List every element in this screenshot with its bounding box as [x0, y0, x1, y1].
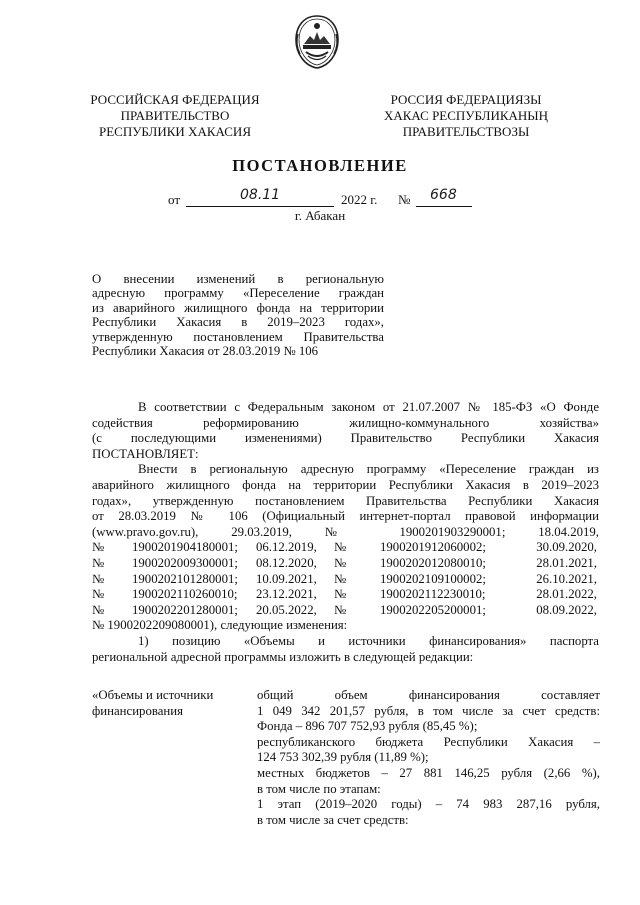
- publication-number: 1900202009300001;: [132, 555, 238, 570]
- publication-number: 1900202012080010;: [380, 555, 486, 570]
- subject-block: [92, 272, 384, 358]
- decree-end-line: № 1900202209080001), следующие изменения:: [92, 618, 348, 633]
- passport-text-line: 1 049 342 201,57 рубля, в том числе за счет средств:: [257, 703, 600, 718]
- city-name: г. Абакан: [294, 208, 346, 223]
- publication-date: 28.01.2022,: [536, 587, 597, 602]
- passport-text-line: Фонда – 896 707 752,93 рубля (85,45 %);: [257, 719, 478, 734]
- passport-text-line: республиканского бюджета Республики Хакасия –: [257, 734, 600, 749]
- publication-date: 23.12.2021,: [256, 587, 317, 602]
- header-right-line: ХАКАС РЕСПУБЛИКАНЫҢ: [383, 108, 549, 123]
- subject-line: Республики Хакасия от 28.03.2019 № 106: [92, 344, 319, 359]
- number-sign: №: [92, 571, 105, 586]
- publication-date: 10.09.2021,: [256, 571, 317, 586]
- header-right-line: ПРАВИТЕЛЬСТВОЗЫ: [402, 124, 530, 139]
- number-sign: №: [92, 587, 105, 602]
- number-underline: [416, 206, 472, 207]
- publication-date: 26.10.2021,: [536, 571, 597, 586]
- preamble-line: В соответствии с Федеральным законом от 21.07.2007 № 185-ФЗ «О Фонде: [138, 400, 599, 414]
- number-sign: №: [92, 540, 105, 555]
- subject-line: адресную программу «Переселение граждан: [92, 286, 384, 301]
- header-left-block: [70, 92, 280, 140]
- handwritten-date: 08.11: [240, 187, 281, 203]
- item-line: региональной адресной программы изложить в следующей редакции:: [92, 649, 474, 664]
- publication-date: 06.12.2019,: [256, 540, 317, 555]
- number-sign: №: [92, 602, 105, 617]
- publication-row: [92, 587, 599, 603]
- date-underline: [186, 206, 334, 207]
- preamble-line: (с последующими изменениями) Правительство Республики Хакасия: [92, 431, 599, 446]
- preamble-line: содействия реформированию жилищно-коммунального хозяйства»: [92, 415, 599, 430]
- publication-row: [92, 540, 599, 556]
- decree-line: (www.pravo.gov.ru), 29.03.2019, № 1900201903290001; 18.04.2019,: [92, 524, 599, 539]
- date-number-row: [0, 187, 640, 210]
- header-left-line: ПРАВИТЕЛЬСТВО: [120, 108, 230, 123]
- document-body: [92, 400, 599, 665]
- passport-label-line: финансирования: [92, 703, 183, 718]
- publication-number: 1900202110260010;: [132, 587, 238, 602]
- passport-text-line: местных бюджетов – 27 881 146,25 рубля (2,66 %),: [257, 765, 600, 780]
- header-left-line: РОССИЙСКАЯ ФЕДЕРАЦИЯ: [90, 92, 260, 107]
- coat-of-arms-icon: [292, 14, 342, 70]
- publication-row: [92, 603, 599, 619]
- passport-text-line: 124 753 302,39 рубля (11,89 %);: [257, 750, 429, 765]
- publication-number: 1900202205200001;: [380, 602, 486, 617]
- decree-line: от 28.03.2019 № 106 (Официальный интернет-портал правовой информации: [92, 509, 599, 524]
- number-sign: №: [334, 587, 347, 602]
- number-sign: №: [334, 540, 347, 555]
- publication-date: 30.09.2020,: [536, 540, 597, 555]
- publication-number: 1900201912060002;: [380, 540, 486, 555]
- publication-number: 1900202101280001;: [132, 571, 238, 586]
- publication-date: 20.05.2022,: [256, 602, 317, 617]
- passport-text-line: в том числе по этапам:: [257, 781, 381, 796]
- passport-label: [92, 688, 242, 719]
- publication-row: [92, 556, 599, 572]
- date-year: 2022 г.: [341, 192, 378, 207]
- number-label: №: [398, 192, 411, 207]
- number-sign: №: [334, 555, 347, 570]
- publication-row: [92, 572, 599, 588]
- publication-number: 1900201904180001;: [132, 540, 238, 555]
- number-sign: №: [334, 571, 347, 586]
- number-sign: №: [92, 555, 105, 570]
- header-right-block: [352, 92, 580, 140]
- number-sign: №: [334, 602, 347, 617]
- passport-text-line: 1 этап (2019–2020 годы) – 74 983 287,16 рубля,: [257, 797, 600, 812]
- publication-date: 08.12.2020,: [256, 555, 317, 570]
- passport-label-line: «Объемы и источники: [92, 688, 214, 702]
- publication-number: 1900202112230010;: [380, 587, 486, 602]
- subject-line: из аварийного жилищного фонда на территории: [92, 300, 384, 315]
- decree-line: Внести в региональную адресную программу «Переселение граждан из: [138, 462, 599, 477]
- preamble-line: ПОСТАНОВЛЯЕТ:: [92, 446, 199, 461]
- item-line: 1) позицию «Объемы и источники финансирования» паспорта: [138, 633, 599, 648]
- decree-line: годах», утвержденную постановлением Правительства Республики Хакасия: [92, 493, 599, 508]
- publication-date: 28.01.2021,: [536, 555, 597, 570]
- publication-number: 1900202109100002;: [380, 571, 486, 586]
- decree-line: аварийного жилищного фонда на территории Республики Хакасия в 2019–2023: [92, 477, 599, 492]
- subject-line: О внесении изменений в региональную: [92, 272, 384, 286]
- header-right-line: РОССИЯ ФЕДЕРАЦИЯЗЫ: [390, 92, 542, 107]
- subject-line: утвержденную постановлением Правительства: [92, 329, 384, 344]
- passport-text: [257, 688, 600, 828]
- header-left-line: РЕСПУБЛИКИ ХАКАСИЯ: [98, 124, 251, 139]
- handwritten-number: 668: [430, 187, 457, 203]
- date-from-label: от: [168, 192, 181, 207]
- passport-text-line: в том числе за счет средств:: [257, 812, 409, 827]
- publication-number: 1900202201280001;: [132, 602, 238, 617]
- subject-line: Республики Хакасия в 2019–2023 годах»,: [92, 315, 384, 330]
- document-title: ПОСТАНОВЛЕНИЕ: [232, 156, 408, 175]
- publication-date: 08.09.2022,: [536, 602, 597, 617]
- passport-text-line: общий объем финансирования составляет: [257, 688, 600, 702]
